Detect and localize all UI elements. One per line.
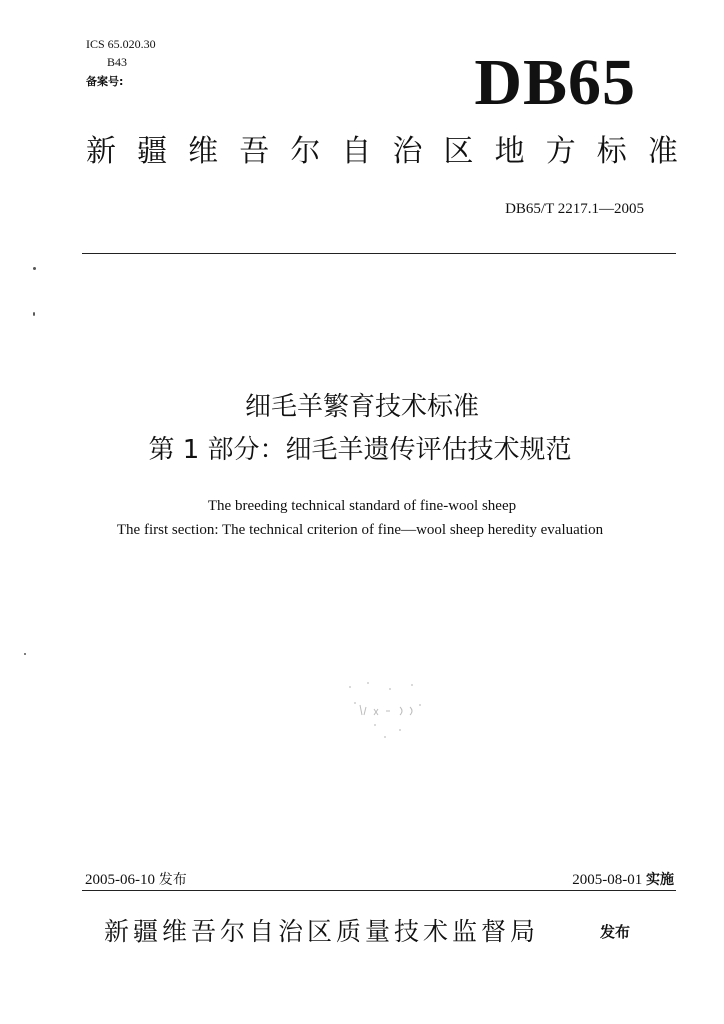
standard-type-char: 新 [86, 134, 116, 169]
scan-speck [33, 267, 36, 270]
title-cn-main: 细毛羊繁育技术标准 [244, 392, 479, 422]
standard-type-char: 尔 [290, 134, 321, 169]
effective-date-value: 2005-08-01 [572, 872, 643, 888]
standard-type-heading [86, 132, 678, 172]
title-cn-part: 第 1 部分：细毛羊遗传评估技术规范 [148, 435, 572, 465]
standard-type-char: 标 [596, 134, 627, 169]
standard-type-char: 吾 [239, 134, 270, 169]
standard-type-char: 方 [545, 134, 576, 169]
standard-number: DB65/T 2217.1—2005 [505, 201, 644, 217]
standard-type-char: 区 [443, 134, 474, 169]
standard-type-char: 疆 [137, 134, 168, 169]
faint-stamp-mark [330, 675, 440, 745]
title-en-part: The first section: The technical criterion of fine—wool sheep heredity evaluation [116, 522, 604, 538]
standard-logo: DB65 [474, 46, 636, 119]
standard-type-char: 准 [647, 134, 678, 169]
publish-date [85, 869, 187, 889]
publish-date-label: 发布 [158, 872, 187, 888]
title-en-main: The breeding technical standard of fine-wool sheep [207, 498, 517, 514]
filing-number-label: 备案号: [86, 75, 124, 88]
ics-code: ICS 65.020.30 [86, 37, 156, 51]
effective-date-label: 实施 [646, 872, 674, 888]
footer-divider [82, 890, 676, 891]
scan-speck [33, 312, 35, 316]
effective-date [572, 869, 674, 889]
standard-type-char: 自 [341, 134, 372, 169]
standard-type-char: 治 [392, 134, 423, 169]
standard-type-char: 地 [494, 134, 525, 169]
classification-code: B43 [107, 55, 128, 69]
issuing-authority-suffix: 发布 [600, 923, 631, 941]
publish-date-value: 2005-06-10 [85, 872, 155, 888]
header-divider [82, 253, 676, 254]
scan-speck [24, 653, 26, 655]
issuing-authority: 新疆维吾尔自治区质量技术监督局 [104, 917, 540, 946]
standard-type-char: 维 [188, 134, 219, 169]
